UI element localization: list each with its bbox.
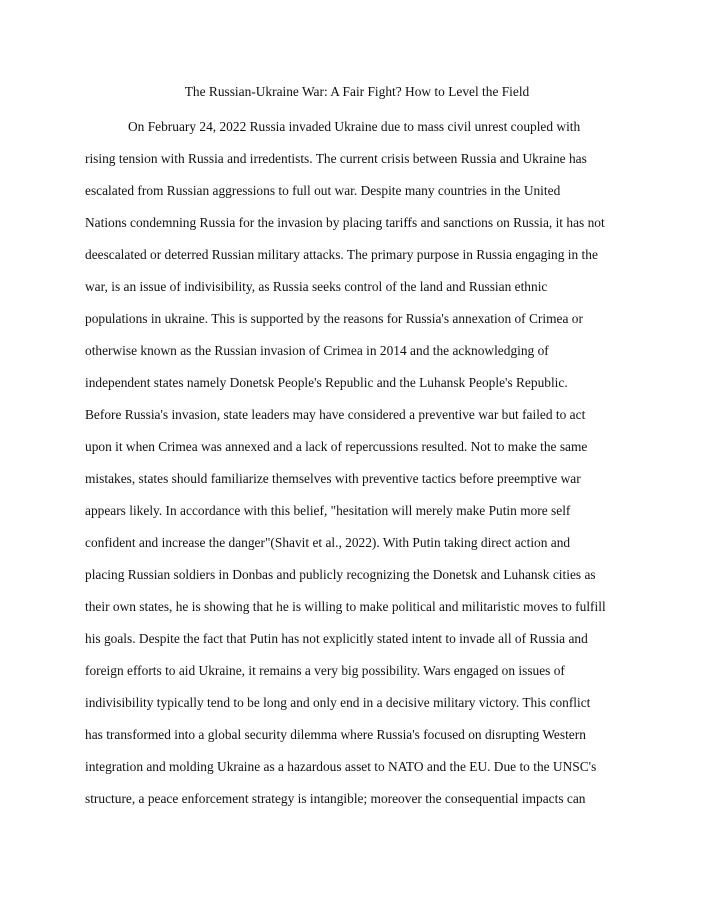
paragraph-line: populations in ukraine. This is supported by the reasons for Russia's annexation of Crimea or bbox=[85, 311, 583, 326]
document-title: The Russian-Ukraine War: A Fair Fight? How to Level the Field bbox=[184, 84, 530, 99]
paragraph-line: rising tension with Russia and irredentists. The current crisis between Russia and Ukraine has bbox=[85, 151, 587, 166]
paragraph-line: confident and increase the danger"(Shavit et al., 2022). With Putin taking direct action and bbox=[85, 535, 571, 550]
paragraph-line: their own states, he is showing that he is willing to make political and militaristic moves to fulfill bbox=[85, 599, 606, 614]
paragraph-line: mistakes, states should familiarize themselves with preventive tactics before preemptive war bbox=[85, 471, 581, 486]
paragraph-line: integration and molding Ukraine as a hazardous asset to NATO and the EU. Due to the UNSC's bbox=[85, 759, 597, 774]
paragraph-line: war, is an issue of indivisibility, as Russia seeks control of the land and Russian ethnic bbox=[85, 279, 548, 294]
paragraph-line: independent states namely Donetsk People's Republic and the Luhansk People's Republic. bbox=[85, 375, 568, 390]
paragraph-line: escalated from Russian aggressions to full out war. Despite many countries in the United bbox=[85, 183, 561, 198]
paragraph-line: foreign efforts to aid Ukraine, it remains a very big possibility. Wars engaged on issues of bbox=[85, 663, 565, 678]
paragraph-line: his goals. Despite the fact that Putin has not explicitly stated intent to invade all of Russia and bbox=[85, 631, 588, 646]
paragraph-line: appears likely. In accordance with this belief, "hesitation will merely make Putin more self bbox=[85, 503, 571, 518]
paragraph-line: On February 24, 2022 Russia invaded Ukraine due to mass civil unrest coupled with bbox=[128, 119, 581, 134]
paragraph-line: indivisibility typically tend to be long and only end in a decisive military victory. This conflict bbox=[85, 695, 591, 710]
paragraph-line: Nations condemning Russia for the invasion by placing tariffs and sanctions on Russia, it has not bbox=[85, 215, 605, 230]
paragraph-line: deescalated or deterred Russian military attacks. The primary purpose in Russia engaging in the bbox=[85, 247, 598, 262]
paragraph-line: upon it when Crimea was annexed and a lack of repercussions resulted. Not to make the same bbox=[85, 439, 588, 454]
paragraph-line: otherwise known as the Russian invasion of Crimea in 2014 and the acknowledging of bbox=[85, 343, 549, 358]
paragraph-line: Before Russia's invasion, state leaders may have considered a preventive war but failed to act bbox=[85, 407, 586, 422]
paragraph-line: structure, a peace enforcement strategy is intangible; moreover the consequential impacts can bbox=[85, 791, 586, 806]
paragraph-line: placing Russian soldiers in Donbas and publicly recognizing the Donetsk and Luhansk cities as bbox=[85, 567, 596, 582]
paragraph-line: has transformed into a global security dilemma where Russia's focused on disrupting Western bbox=[85, 727, 586, 742]
